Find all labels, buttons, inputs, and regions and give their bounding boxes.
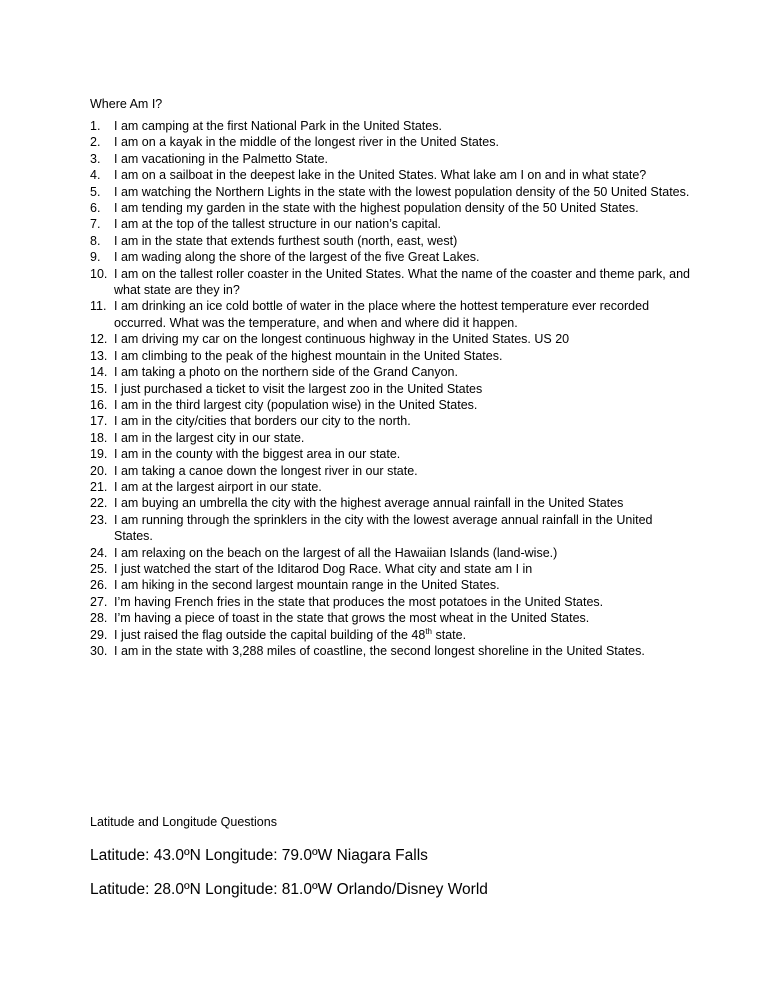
item-text: I am buying an umbrella the city with the highest average annual rainfall in the United States (114, 496, 624, 511)
item-number: 14. (90, 365, 108, 380)
item-number: 29. (90, 627, 108, 642)
list-item (90, 364, 690, 380)
item-number: 7. (90, 217, 101, 232)
list-item (90, 561, 690, 577)
list-item (90, 184, 690, 200)
item-text: I am vacationing in the Palmetto State. (114, 151, 329, 166)
item-text: I am in the third largest city (population wise) in the United States. (114, 397, 478, 412)
item-text: I am hiking in the second largest mountain range in the United States. (114, 578, 500, 593)
list-item (90, 413, 690, 429)
item-text: I am taking a canoe down the longest river in our state. (114, 463, 418, 478)
list-item (90, 430, 690, 446)
coordinate-line: Latitude: 28.0ºN Longitude: 81.0ºW Orlando/Disney World (90, 881, 488, 898)
item-number: 23. (90, 512, 108, 527)
list-item (90, 266, 690, 299)
item-text: I am driving my car on the longest continuous highway in the United States. US 20 (114, 332, 570, 347)
item-text: I am in the state that extends furthest south (north, east, west) (114, 233, 458, 248)
list-item (90, 167, 690, 183)
item-number: 9. (90, 250, 101, 265)
list-item (90, 249, 690, 265)
item-number: 3. (90, 151, 101, 166)
item-number: 6. (90, 201, 101, 216)
list-item (90, 446, 690, 462)
item-text: I am in the city/cities that borders our city to the north. (114, 414, 411, 429)
item-number: 24. (90, 545, 108, 560)
list-item (90, 577, 690, 593)
item-number: 13. (90, 348, 108, 363)
list-item (90, 397, 690, 413)
item-text: I am taking a photo on the northern side of the Grand Canyon. (114, 365, 458, 380)
item-number: 4. (90, 168, 101, 183)
item-text: I am at the top of the tallest structure in our nation’s capital. (114, 217, 442, 232)
item-text: I am at the largest airport in our state. (114, 479, 322, 494)
list-item (90, 200, 690, 216)
item-text: I am camping at the first National Park in the United States. (114, 119, 442, 133)
item-text-main: I just raised the flag outside the capital building of the 48 (114, 627, 426, 642)
item-number: 17. (90, 414, 108, 429)
list-item (90, 545, 690, 561)
list-item (90, 479, 690, 495)
item-text: I am drinking an ice cold bottle of water in the place where the hottest temperature ever recorded occurred. What was the temperature, and when and where did it happen. (114, 299, 650, 330)
list-item (90, 610, 690, 626)
item-number: 5. (90, 184, 101, 199)
item-text: I am watching the Northern Lights in the state with the lowest population density of the 50 United States. (114, 184, 690, 199)
item-number: 21. (90, 479, 108, 494)
list-item (90, 216, 690, 232)
item-text: I just purchased a ticket to visit the largest zoo in the United States (114, 381, 483, 396)
item-number: 1. (90, 119, 101, 133)
item-text: I am in the state with 3,288 miles of coastline, the second longest shoreline in the United States. (114, 644, 645, 658)
item-text: I am climbing to the peak of the highest mountain in the United States. (114, 348, 503, 363)
item-text: I am relaxing on the beach on the largest of all the Hawaiian Islands (land-wise.) (114, 545, 558, 560)
list-item (90, 134, 690, 150)
item-text: I am on the tallest roller coaster in the United States. What the name of the coaster and theme park, and what state are they in? (114, 266, 691, 298)
coordinate-line: Latitude: 43.0ºN Longitude: 79.0ºW Niagara Falls (90, 847, 428, 864)
list-item (90, 463, 690, 479)
item-number: 22. (90, 496, 108, 511)
item-text: I am in the county with the biggest area in our state. (114, 447, 401, 462)
ordinal-suffix: th (425, 626, 432, 636)
item-number: 30. (90, 644, 108, 658)
latlong-heading: Latitude and Longitude Questions (90, 815, 277, 829)
list-item (90, 151, 690, 167)
item-number: 25. (90, 561, 108, 576)
item-number: 2. (90, 135, 101, 150)
item-text: I am on a sailboat in the deepest lake in the United States. What lake am I on and in what state? (114, 168, 647, 183)
list-item (90, 331, 690, 347)
item-text-end: state. (432, 627, 467, 642)
item-text: I’m having French fries in the state that produces the most potatoes in the United States. (114, 594, 604, 609)
item-number: 20. (90, 463, 108, 478)
item-number: 27. (90, 594, 108, 609)
item-number: 16. (90, 397, 108, 412)
item-text (114, 627, 690, 643)
item-text: I am tending my garden in the state with the highest population density of the 50 United States. (114, 201, 639, 216)
list-item (90, 118, 690, 134)
item-number: 18. (90, 430, 108, 445)
list-item (90, 643, 690, 659)
item-text: I’m having a piece of toast in the state that grows the most wheat in the United States. (114, 611, 590, 626)
list-item (90, 594, 690, 610)
item-text: I am running through the sprinklers in the city with the lowest average annual rainfall in the United States. (114, 512, 653, 544)
item-number: 11. (90, 299, 107, 314)
item-number: 26. (90, 578, 108, 593)
list-item (90, 627, 690, 643)
item-number: 19. (90, 447, 108, 462)
list-item (90, 512, 690, 545)
item-number: 12. (90, 332, 108, 347)
item-text: I am in the largest city in our state. (114, 430, 305, 445)
item-number: 15. (90, 381, 108, 396)
list-item (90, 233, 690, 249)
item-text: I am wading along the shore of the largest of the five Great Lakes. (114, 250, 480, 265)
item-number: 28. (90, 611, 108, 626)
list-item (90, 381, 690, 397)
list-item (90, 495, 690, 511)
item-number: 10. (90, 266, 108, 281)
list-item (90, 298, 690, 331)
question-list (90, 118, 690, 659)
list-item (90, 348, 690, 364)
item-text: I am on a kayak in the middle of the longest river in the United States. (114, 135, 499, 150)
item-number: 8. (90, 233, 101, 248)
item-text: I just watched the start of the Iditarod Dog Race. What city and state am I in (114, 561, 533, 576)
page-title: Where Am I? (90, 97, 163, 111)
